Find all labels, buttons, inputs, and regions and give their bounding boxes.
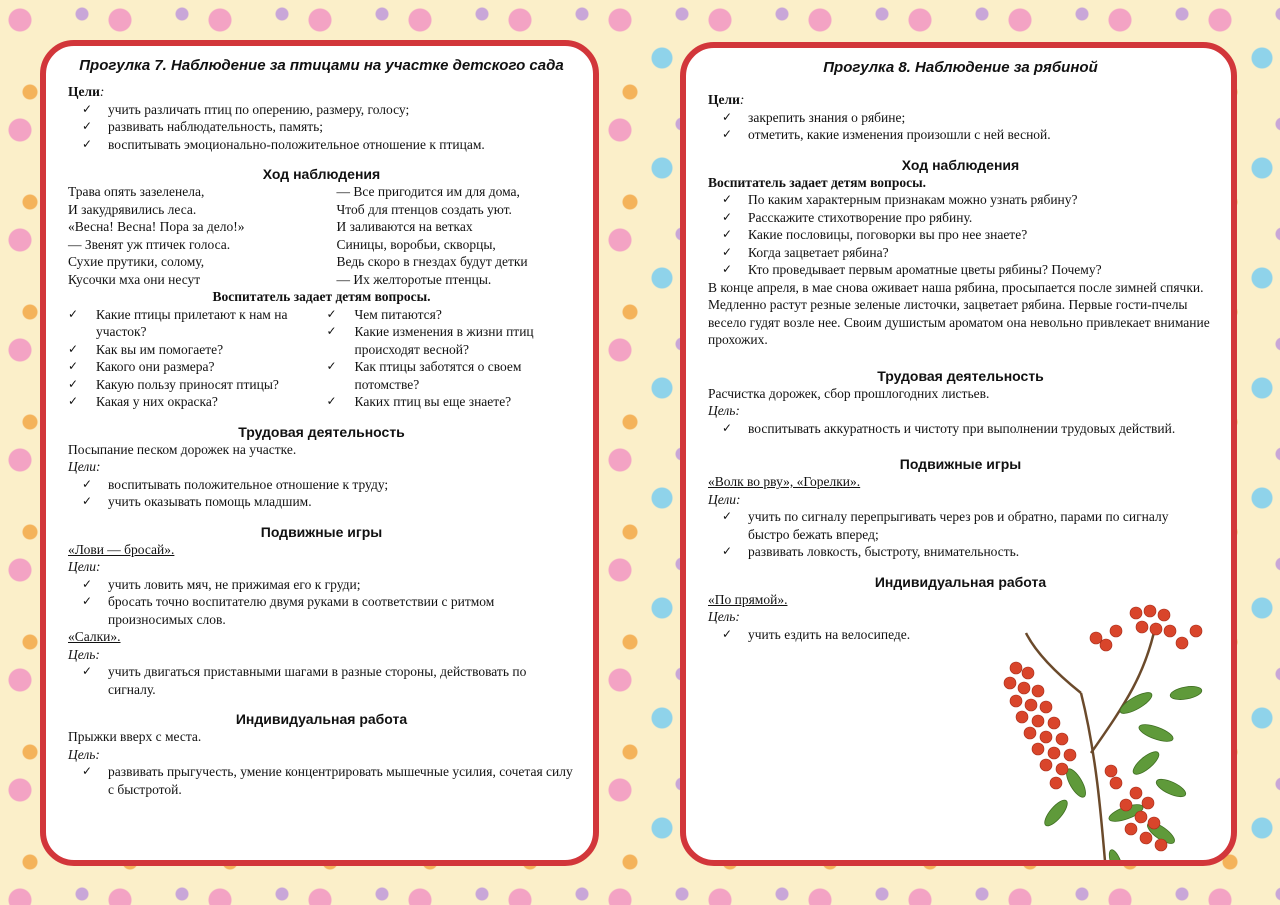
left-games-heading: Подвижные игры <box>260 523 383 540</box>
list-item <box>327 323 576 358</box>
list-item <box>82 593 575 628</box>
list-item <box>82 663 575 698</box>
right-game-goals <box>708 508 1213 561</box>
check-icon: ✓ <box>326 306 337 321</box>
list-item-text: Каких птиц вы еще знаете? <box>354 394 512 409</box>
check-icon: ✓ <box>82 476 93 491</box>
list-item <box>327 358 576 393</box>
poem-line: И закудрявились леса. <box>68 201 197 217</box>
list-item-text: развивать прыгучесть, умение концентрировать мышечные усилия, сочетая силу с быстротой. <box>108 764 573 797</box>
check-icon: ✓ <box>722 262 733 276</box>
left-individual-goals-label: Цель: <box>68 746 100 762</box>
check-icon: ✓ <box>722 509 733 523</box>
poem-line: И заливаются на ветках <box>336 219 473 234</box>
right-individual-goals-label: Цель: <box>708 609 740 624</box>
poem-line: Чтоб для птенцов создать уют. <box>336 201 512 217</box>
check-icon: ✓ <box>722 227 733 241</box>
check-icon: ✓ <box>722 626 733 641</box>
poem-line: Сухие прутики, солому, <box>68 254 205 269</box>
right-individual-name: «По прямой». <box>708 591 788 607</box>
left-individual-text: Прыжки вверх с места. <box>68 729 202 744</box>
check-icon: ✓ <box>82 101 93 116</box>
game1-name: «Лови — бросай». <box>68 541 175 557</box>
game1-goals <box>68 576 575 629</box>
list-item <box>722 109 1213 127</box>
poem-line: Кусочки мха они несут <box>68 271 201 287</box>
list-item-text: Кто проведывает первым ароматные цветы рябины? Почему? <box>748 262 1102 277</box>
right-labor-goals-label: Цель: <box>708 403 740 418</box>
right-labor-goals <box>708 420 1213 438</box>
list-item-text: закрепить знания о рябине; <box>748 109 906 125</box>
check-icon: ✓ <box>326 324 337 338</box>
left-page-card <box>40 40 599 866</box>
check-icon: ✓ <box>82 576 93 591</box>
list-item-text: Какие пословицы, поговорки вы про нее знаете? <box>748 227 1028 242</box>
list-item-text: Когда зацветает рябина? <box>748 244 889 260</box>
game2-name: «Салки». <box>68 629 121 644</box>
right-teacher-questions-label: Воспитатель задает детям вопросы. <box>708 174 927 190</box>
check-icon: ✓ <box>722 244 733 259</box>
list-item <box>722 543 1213 561</box>
list-item-text: Какого они размера? <box>96 359 215 374</box>
list-item-text: Расскажите стихотворение про рябину. <box>748 209 973 225</box>
rowan-leaves <box>1041 684 1203 866</box>
questions-column-1 <box>68 306 317 411</box>
check-icon: ✓ <box>326 359 337 373</box>
right-labor-text: Расчистка дорожек, сбор прошлогодних листьев. <box>708 385 990 401</box>
list-item <box>68 393 317 411</box>
game1-goals-label: Цели: <box>68 559 101 574</box>
check-icon: ✓ <box>82 764 93 778</box>
list-item-text: учить двигаться приставными шагами в разные стороны, действовать по сигналу. <box>108 664 527 697</box>
list-item-text: Какую пользу приносят птицы? <box>96 376 279 392</box>
list-item <box>82 118 575 136</box>
list-item-text: учить по сигналу перепрыгивать через ров и обратно, парами по сигналу быстро бежать вперед; <box>748 509 1169 542</box>
list-item-text: воспитывать эмоционально-положительное отношение к птицам. <box>108 136 485 152</box>
right-game-names: «Волк во рву», «Горелки». <box>708 474 861 489</box>
check-icon: ✓ <box>82 664 93 678</box>
left-questions <box>68 306 575 411</box>
list-item-text: Чем питаются? <box>354 306 442 322</box>
list-item <box>68 358 317 376</box>
poem-line: — Их желторотые птенцы. <box>336 271 492 287</box>
questions-column-2 <box>327 306 576 411</box>
game2-goals <box>68 663 575 698</box>
left-title: Прогулка 7. Наблюдение за птицами на участке детского сада <box>79 57 564 74</box>
check-icon: ✓ <box>326 394 337 408</box>
check-icon: ✓ <box>722 544 733 558</box>
right-individual-heading: Индивидуальная работа <box>874 573 1047 590</box>
right-goals-list <box>708 109 1213 144</box>
list-item <box>722 209 1213 227</box>
check-icon: ✓ <box>82 119 93 133</box>
list-item <box>327 306 576 324</box>
list-item <box>82 476 575 494</box>
right-game-goals-label: Цели: <box>708 491 741 507</box>
list-item-text: Какие изменения в жизни птиц происходят весной? <box>354 324 534 357</box>
check-icon: ✓ <box>722 109 733 124</box>
list-item <box>722 508 1213 543</box>
left-labor-goals-label: Цели: <box>68 459 101 474</box>
list-item <box>327 393 576 411</box>
list-item <box>68 341 317 359</box>
check-icon: ✓ <box>82 594 93 608</box>
list-item <box>722 126 1213 144</box>
right-observation-heading: Ход наблюдения <box>901 156 1020 173</box>
list-item <box>722 191 1213 209</box>
right-page-card <box>680 42 1237 866</box>
check-icon: ✓ <box>68 359 79 373</box>
poem-column-2 <box>317 183 576 288</box>
left-observation-heading: Ход наблюдения <box>262 166 381 182</box>
poem-column-1 <box>68 183 307 288</box>
check-icon: ✓ <box>82 136 93 151</box>
list-item <box>82 493 575 511</box>
right-goals-label: Цели: <box>708 92 745 107</box>
check-icon: ✓ <box>722 420 733 435</box>
poem-line: Синицы, воробьи, скворцы, <box>336 236 496 252</box>
check-icon: ✓ <box>68 306 79 321</box>
list-item-text: Какие птицы прилетают к нам на участок? <box>96 306 288 339</box>
list-item <box>82 576 575 594</box>
check-icon: ✓ <box>68 394 79 408</box>
check-icon: ✓ <box>68 376 79 391</box>
left-goals-label: Цели: <box>68 84 105 99</box>
right-questions <box>708 191 1213 279</box>
poem-line: Трава опять зазеленела, <box>68 184 205 199</box>
list-item <box>722 244 1213 262</box>
list-item <box>722 420 1213 438</box>
list-item-text: Как птицы заботятся о своем потомстве? <box>354 359 522 392</box>
list-item <box>82 136 575 154</box>
right-story: В конце апреля, в мае снова оживает наша рябина, просыпается после зимней спячки. Медленно растут резные зеленые листочки, зацветает рябина. Первые гости-пчелы весело гудят возле нее. Своим душистым ароматом она невольно привлекает внимание прохожих. <box>708 279 1210 347</box>
check-icon: ✓ <box>722 209 733 224</box>
list-item <box>68 306 317 341</box>
list-item-text: Как вы им помогаете? <box>96 341 224 357</box>
list-item-text: бросать точно воспитателю двумя руками в соответствии с ритмом произносимых слов. <box>108 594 495 627</box>
list-item <box>82 763 575 798</box>
list-item-text: учить оказывать помощь младшим. <box>108 494 312 509</box>
check-icon: ✓ <box>722 192 733 206</box>
right-games-heading: Подвижные игры <box>899 456 1022 472</box>
left-labor-goals <box>68 476 575 511</box>
list-item-text: Какая у них окраска? <box>96 394 218 409</box>
check-icon: ✓ <box>722 127 733 141</box>
list-item-text: развивать ловкость, быстроту, внимательность. <box>748 544 1020 559</box>
check-icon: ✓ <box>82 494 93 508</box>
list-item-text: воспитывать аккуратность и чистоту при выполнении трудовых действий. <box>748 420 1176 436</box>
game2-goals-label: Цель: <box>68 646 100 662</box>
left-labor-heading: Трудовая деятельность <box>238 423 405 440</box>
list-item-text: воспитывать положительное отношение к труду; <box>108 476 389 492</box>
list-item-text: развивать наблюдательность, память; <box>108 119 324 134</box>
check-icon: ✓ <box>68 341 79 356</box>
left-individual-goals <box>68 763 575 798</box>
list-item <box>722 226 1213 244</box>
left-labor-text: Посыпание песком дорожек на участке. <box>68 441 297 457</box>
poem-line: — Звенят уж птичек голоса. <box>68 236 231 252</box>
poem-line: Ведь скоро в гнездах будут детки <box>336 254 528 269</box>
list-item-text: учить различать птиц по оперению, размеру, голосу; <box>108 101 410 117</box>
list-item-text: отметить, какие изменения произошли с ней весной. <box>748 127 1051 142</box>
list-item <box>82 101 575 119</box>
right-labor-heading: Трудовая деятельность <box>877 367 1044 384</box>
list-item-text: учить ловить мяч, не прижимая его к груди; <box>108 576 361 592</box>
list-item-text: По каким характерным признакам можно узнать рябину? <box>748 192 1078 207</box>
rowan-berries <box>1004 605 1202 851</box>
list-item <box>68 376 317 394</box>
poem-line: — Все пригодится им для дома, <box>336 184 520 199</box>
left-individual-heading: Индивидуальная работа <box>235 711 408 727</box>
list-item-text: учить ездить на велосипеде. <box>748 626 911 642</box>
left-goals-list <box>68 101 575 154</box>
list-item <box>722 261 1213 279</box>
left-teacher-questions-label: Воспитатель задает детям вопросы. <box>212 289 431 304</box>
poem-line: «Весна! Весна! Пора за дело!» <box>68 219 245 234</box>
poem <box>68 183 575 288</box>
rowan-illustration <box>986 583 1226 866</box>
right-title: Прогулка 8. Наблюдение за рябиной <box>823 59 1098 76</box>
